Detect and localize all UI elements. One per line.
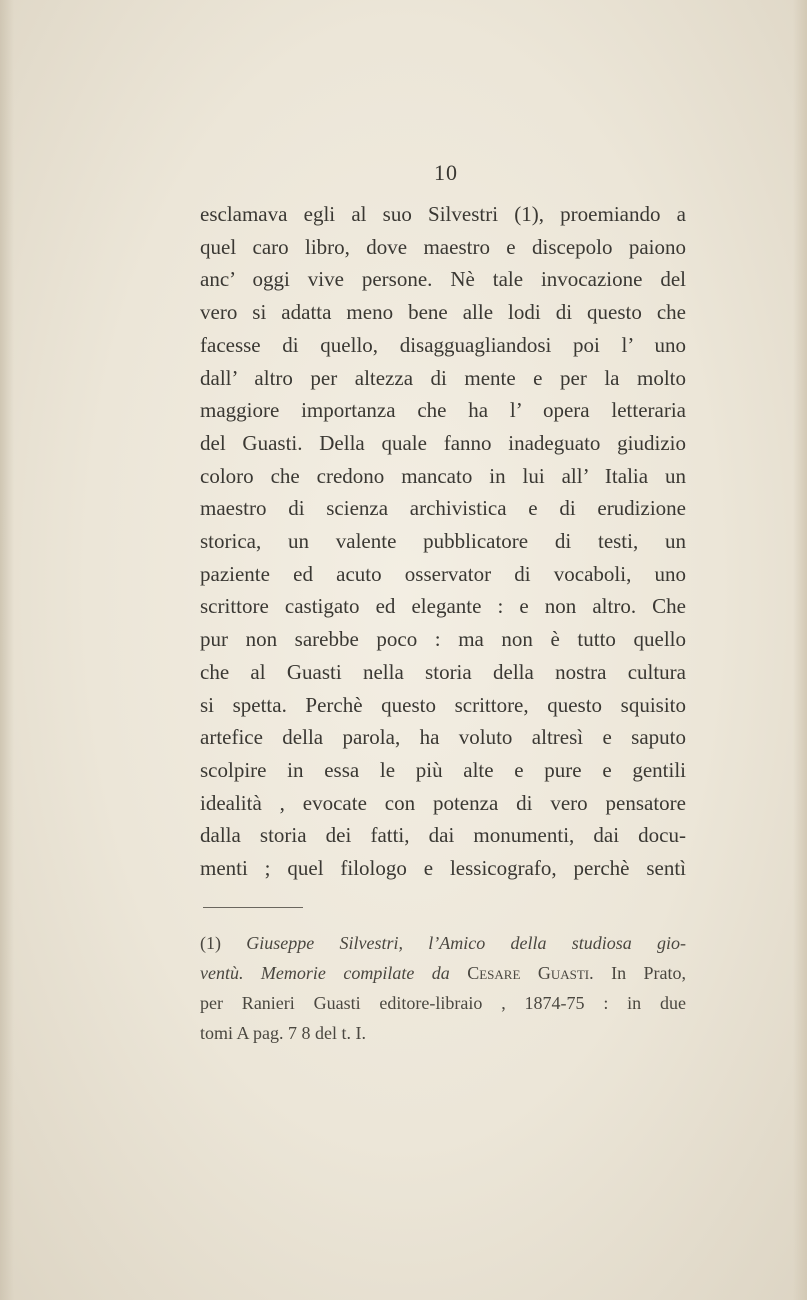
footnote-line [200,958,686,988]
text-line: maestro di scienza archivistica e di erudizione [200,496,686,521]
text-line: anc’ oggi vive persone. Nè tale invocazione del [200,267,686,292]
text-line: menti ; quel filologo e lessicografo, perchè sentì [200,856,686,881]
page-number: 10 [434,160,458,185]
text-line: artefice della parola, ha voluto altresì e saputo [200,725,686,750]
footnote-editor: Cesare Guasti [467,963,590,983]
text-line: scrittore castigato ed elegante : e non altro. Che [200,594,686,619]
text-line: che al Guasti nella storia della nostra cultura [200,659,686,684]
page-edge-right [793,0,807,1300]
footnote-author: Giuseppe Silvestri, l’Amico della studiosa gio- [246,933,687,953]
footnote-line: tomi A pag. 7 8 del t. I. [200,1023,366,1043]
footnote-line [200,928,686,958]
footnote [200,928,686,1048]
text-line: storica, un valente pubblicatore di testi, un [200,529,686,554]
text-line: scolpire in essa le più alte e pure e gentili [200,757,686,782]
footnote-line: per Ranieri Guasti editore-libraio , 1874-75 : in due [200,993,686,1013]
text-line: dalla storia dei fatti, dai monumenti, dai docu- [200,823,686,848]
text-line: quel caro libro, dove maestro e discepolo paiono [200,234,686,259]
text-line: dall’ altro per altezza di mente e per la molto [200,365,686,390]
footnote-marker: (1) [200,933,221,953]
footnote-place: . In Prato, [589,963,687,983]
footnote-title: ventù. Memorie compilate da [200,963,450,983]
text-line: esclamava egli al suo Silvestri (1), proemiando a [200,202,686,226]
text-line: del Guasti. Della quale fanno inadeguato giudizio [200,430,686,455]
text-line: idealità , evocate con potenza di vero pensatore [200,790,686,815]
text-line: facesse di quello, disagguagliandosi poi l’ uno [200,332,686,357]
text-line: maggiore importanza che ha l’ opera letteraria [200,398,686,423]
text-line: coloro che credono mancato in lui all’ Italia un [200,463,686,488]
text-line: paziente ed acuto osservator di vocaboli, uno [200,561,686,586]
text-line: si spetta. Perchè questo scrittore, questo squisito [200,692,686,717]
text-line: pur non sarebbe poco : ma non è tutto quello [200,627,686,652]
page-edge-left [0,0,14,1300]
text-line: vero si adatta meno bene alle lodi di questo che [200,300,686,325]
body-text [200,198,686,885]
footnote-separator [203,907,303,908]
